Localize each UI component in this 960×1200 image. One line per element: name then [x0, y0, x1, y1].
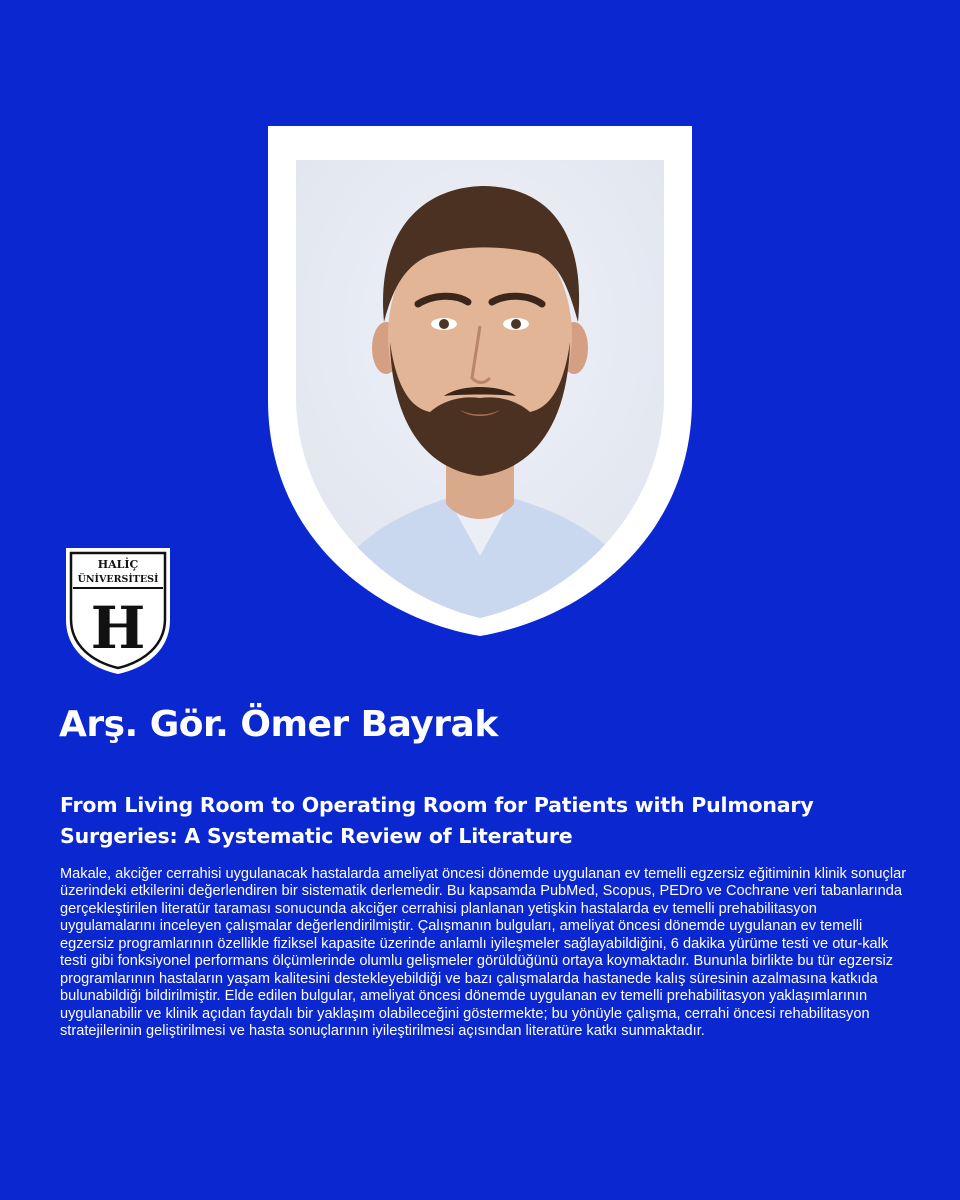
- portrait-shield: [268, 126, 692, 636]
- paper-abstract: Makale, akciğer cerrahisi uygulanacak hastalarda ameliyat öncesi dönemde uygulanan ev temelli egzersiz eğitiminin klinik sonuçlar üzerindeki etkilerini değerlendiren bir sistematik derlemedir. Bu kapsamda PubMed, Scopus, PEDro ve Cochrane veri tabanlarında gerçekleştirilen literatür taraması sonucunda akciğer cerrahisi planlanan yetişkin hastalarda ev temelli prehabilitasyon uygulamalarını inceleyen çalışmalar değerlendirilmiştir. Çalışmanın bulguları, ameliyat öncesi dönemde uygulanan ev temelli egzersiz programlarının özellikle fiziksel kapasite üzerinde anlamlı iyileşmeler sağlayabildiğini, 6 dakika yürüme testi ve otur-kalk testi gibi fonksiyonel performans ölçümlerinde olumlu gelişmeler görüldüğünü ortaya koymaktadır. Bununla birlikte bu tür egzersiz programlarının hastaların yaşam kalitesini destekleyebildiği ve bazı çalışmalarda hastanede kalış süresinin azalmasına katkıda bulunabildiği bildirilmiştir. Elde edilen bulgular, ameliyat öncesi dönemde uygulanan ev temelli prehabilitasyon yaklaşımlarının uygulanabilir ve klinik açıdan faydalı bir yaklaşım olabileceğini göstermekte; bu yönüyle çalışma, cerrahi öncesi rehabilitasyon stratejilerinin geliştirilmesi ve hasta sonuçlarının iyileştirilmesi açısından literatüre katkı sunmaktadır.: [60, 866, 907, 1040]
- author-name: Arş. Gör. Ömer Bayrak: [59, 704, 498, 745]
- paper-title: From Living Room to Operating Room for Patients with Pulmonary Surgeries: A Systematic Review of Literature: [60, 793, 814, 848]
- university-logo: [64, 546, 172, 676]
- logo-letter: H: [90, 594, 146, 662]
- logo-line2: ÜNİVERSİTESİ: [77, 574, 159, 585]
- logo-line1: HALİÇ: [97, 558, 139, 571]
